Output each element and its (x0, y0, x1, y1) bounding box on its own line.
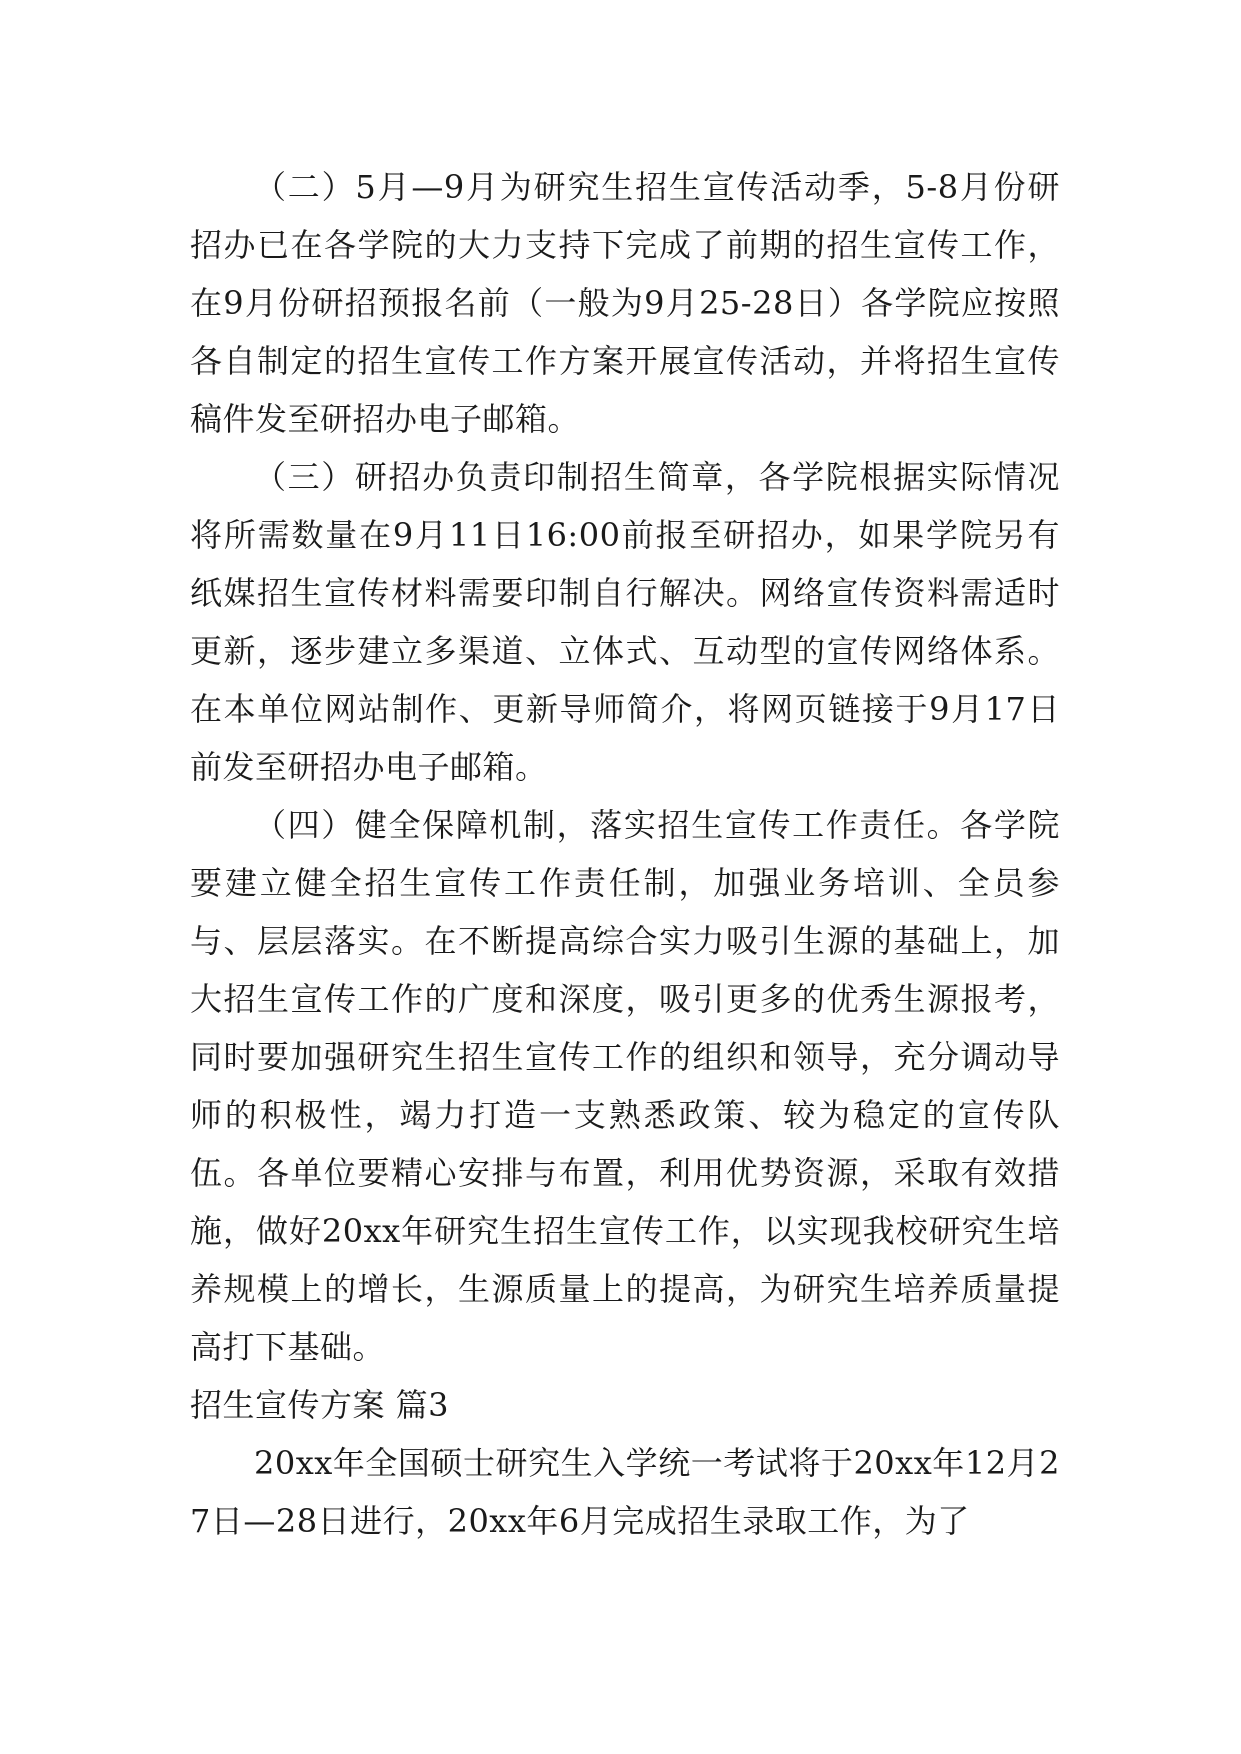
document-body (190, 158, 1060, 1550)
section-heading: 招生宣传方案 篇3 (190, 1386, 450, 1424)
closing-paragraph: 20xx年全国硕士研究生入学统一考试将于20xx年12月27日—28日进行，20xx年6月完成招生录取工作，为了 (190, 1444, 1060, 1540)
paragraph-4: （四）健全保障机制，落实招生宣传工作责任。各学院要建立健全招生宣传工作责任制，加强业务培训、全员参与、层层落实。在不断提高综合实力吸引生源的基础上，加大招生宣传工作的广度和深度，吸引更多的优秀生源报考，同时要加强研究生招生宣传工作的组织和领导，充分调动导师的积极性，竭力打造一支熟悉政策、较为稳定的宣传队伍。各单位要精心安排与布置，利用优势资源，采取有效措施，做好20xx年研究生招生宣传工作，以实现我校研究生培养规模上的增长，生源质量上的提高，为研究生培养质量提高打下基础。 (190, 806, 1060, 1366)
paragraph-2: （二）5月—9月为研究生招生宣传活动季，5-8月份研招办已在各学院的大力支持下完成了前期的招生宣传工作，在9月份研招预报名前（一般为9月25-28日）各学院应按照各自制定的招生宣传工作方案开展宣传活动，并将招生宣传稿件发至研招办电子邮箱。 (190, 168, 1060, 438)
paragraph-3: （三）研招办负责印制招生简章，各学院根据实际情况将所需数量在9月11日16:00前报至研招办，如果学院另有纸媒招生宣传材料需要印制自行解决。网络宣传资料需适时更新，逐步建立多渠道、立体式、互动型的宣传网络体系。在本单位网站制作、更新导师简介，将网页链接于9月17日前发至研招办电子邮箱。 (190, 458, 1060, 786)
